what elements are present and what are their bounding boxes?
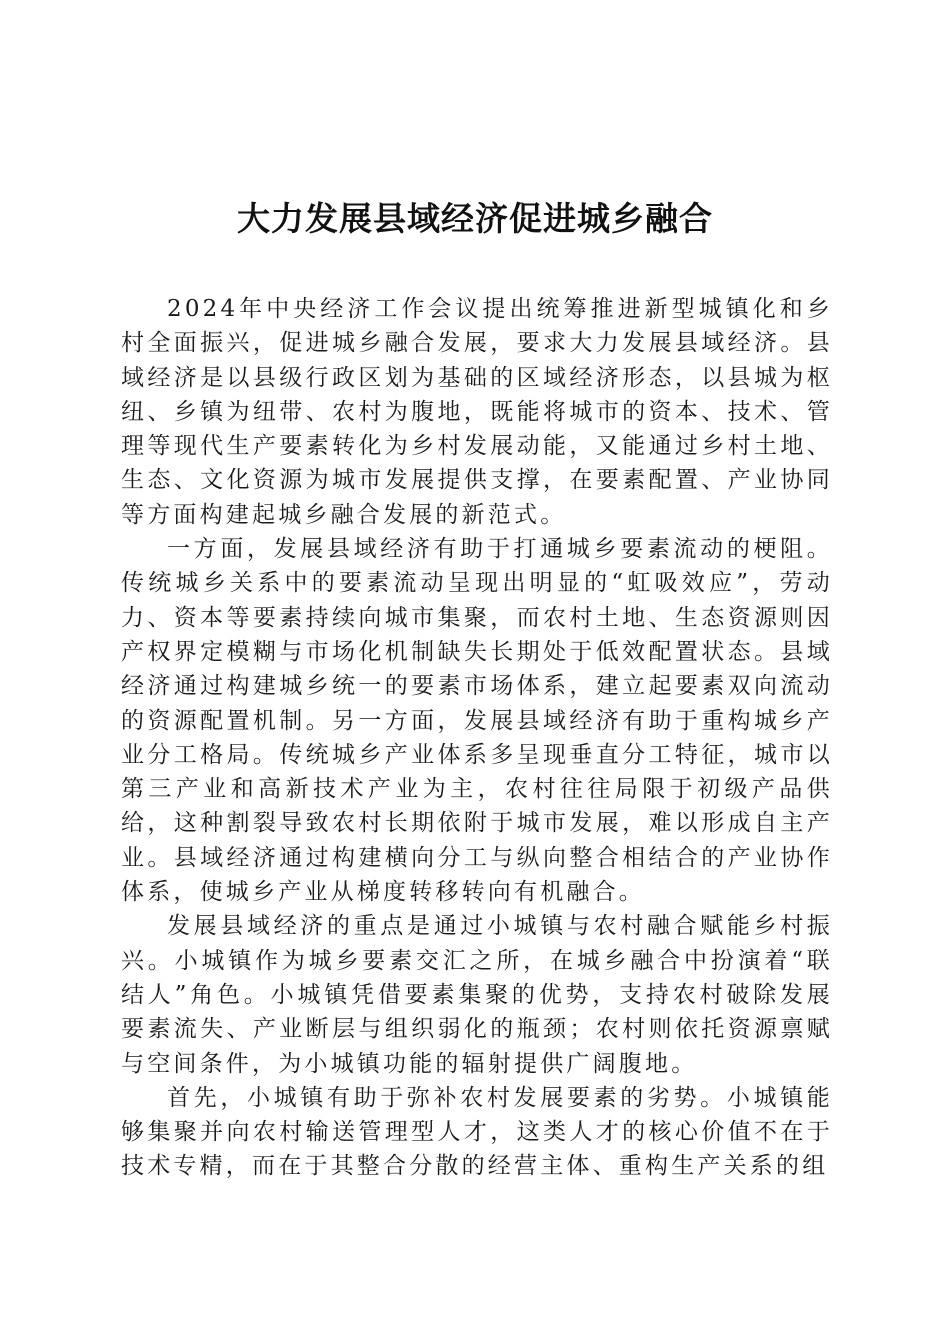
paragraph: 一方面，发展县域经济有助于打通城乡要素流动的梗阻。传统城乡关系中的要素流动呈现出明显的“虹吸效应”，劳动力、资本等要素持续向城市集聚，而农村土地、生态资源则因产权界定模糊与市场化机制缺失长期处于低效配置状态。县域经济通过构建城乡统一的要素市场体系，建立起要素双向流动的资源配置机制。另一方面，发展县域经济有助于重构城乡产业分工格局。传统城乡产业体系多呈现垂直分工特征，城市以第三产业和高新技术产业为主，农村往往局限于初级产品供给，这种割裂导致农村长期依附于城市发展，难以形成自主产业。县域经济通过构建横向分工与纵向整合相结合的产业协作体系，使城乡产业从梯度转移转向有机融合。 [121,536,833,906]
paragraph: 发展县域经济的重点是通过小城镇与农村融合赋能乡村振兴。小城镇作为城乡要素交汇之所，在城乡融合中扮演着“联结人”角色。小城镇凭借要素集聚的优势，支持农村破除发展要素流失、产业断层与组织弱化的瓶颈；农村则依托资源禀赋与空间条件，为小城镇功能的辐射提供广阔腹地。 [121,913,833,1077]
document-body [121,292,833,1184]
document-title: 大力发展县域经济促进城乡融合 [237,199,713,238]
paragraph: 首先，小城镇有助于弥补农村发展要素的劣势。小城镇能够集聚并向农村输送管理型人才，这类人才的核心价值不在于技术专精，而在于其整合分散的经营主体、重构生产关系的组 [121,1084,833,1180]
paragraph: 2024年中央经济工作会议提出统筹推进新型城镇化和乡村全面振兴，促进城乡融合发展，要求大力发展县域经济。县域经济是以县级行政区划为基础的区域经济形态，以县城为枢纽、乡镇为纽带、农村为腹地，既能将城市的资本、技术、管理等现代生产要素转化为乡村发展动能，又能通过乡村土地、生态、文化资源为城市发展提供支撑，在要素配置、产业协同等方面构建起城乡融合发展的新范式。 [121,296,833,528]
